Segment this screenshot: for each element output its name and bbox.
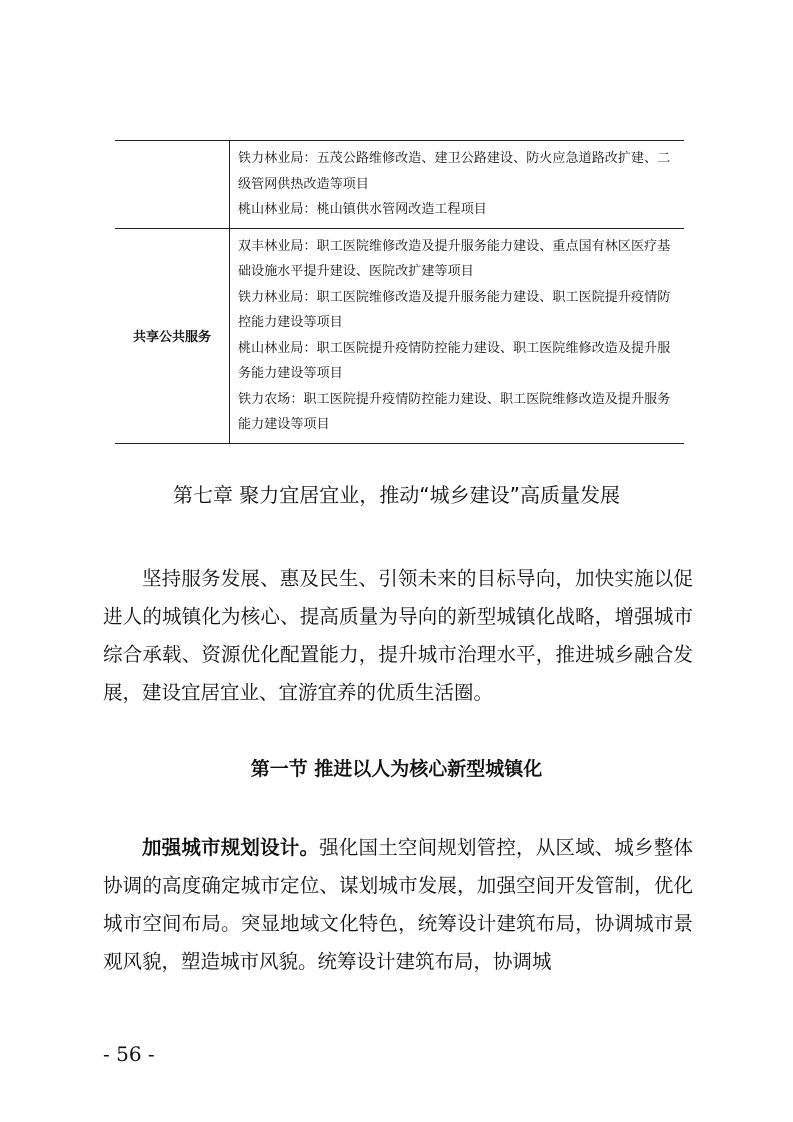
paragraph-lead: 加强城市规划设计。 xyxy=(142,836,320,859)
project-table-container xyxy=(115,140,684,444)
list-item: 铁力林业局：职工医院维修改造及提升服务能力建设、职工医院提升疫情防控能力建设等项目 xyxy=(238,289,671,330)
paragraph-body: 强化国土空间规划管控，从区域、城乡整体协调的高度确定城市定位、谋划城市发展，加强空间开发管制，优化城市空间布局。突显地域文化特色，统筹设计建筑布局，协调城市景观风貌，塑造城市风貌。统筹设计建筑布局，协调城 xyxy=(103,836,693,973)
list-item: 桃山林业局：职工医院提升疫情防控能力建设、职工医院维修改造及提升服务能力建设等项目 xyxy=(238,340,671,381)
table-row xyxy=(115,228,684,443)
body-paragraph: 坚持服务发展、惠及民生、引领未来的目标导向，加快实施以促进人的城镇化为核心、提高质量为导向的新型城镇化战略，增强城市综合承载、资源优化配置能力，提升城市治理水平，推进城乡融合发展，建设宜居宜业、宜游宜养的优质生活圈。 xyxy=(103,567,693,704)
body-paragraph xyxy=(103,829,693,981)
category-cell xyxy=(115,141,230,229)
chapter-title: 第七章 聚力宜居宜业，推动“城乡建设”高质量发展 xyxy=(172,483,621,507)
list-item: 桃山林业局：桃山镇供水管网改造工程项目 xyxy=(238,202,487,217)
category-cell: 共享公共服务 xyxy=(115,228,230,443)
list-item: 双丰林业局：职工医院维修改造及提升服务能力建设、重点国有林区医疗基础设施水平提升建设、医院改扩建等项目 xyxy=(238,238,671,279)
section-title: 第一节 推进以人为核心新型城镇化 xyxy=(250,758,543,780)
project-table xyxy=(115,140,684,444)
list-item: 铁力林业局：五茂公路维修改造、建卫公路建设、防火应急道路改扩建、二级管网供热改造等项目 xyxy=(238,151,671,192)
list-item: 铁力农场：职工医院提升疫情防控能力建设、职工医院维修改造及提升服务能力建设等项目 xyxy=(238,391,671,432)
items-cell xyxy=(230,228,685,443)
table-row xyxy=(115,141,684,229)
items-cell xyxy=(230,141,685,229)
page-number: - 56 - xyxy=(103,1042,155,1066)
